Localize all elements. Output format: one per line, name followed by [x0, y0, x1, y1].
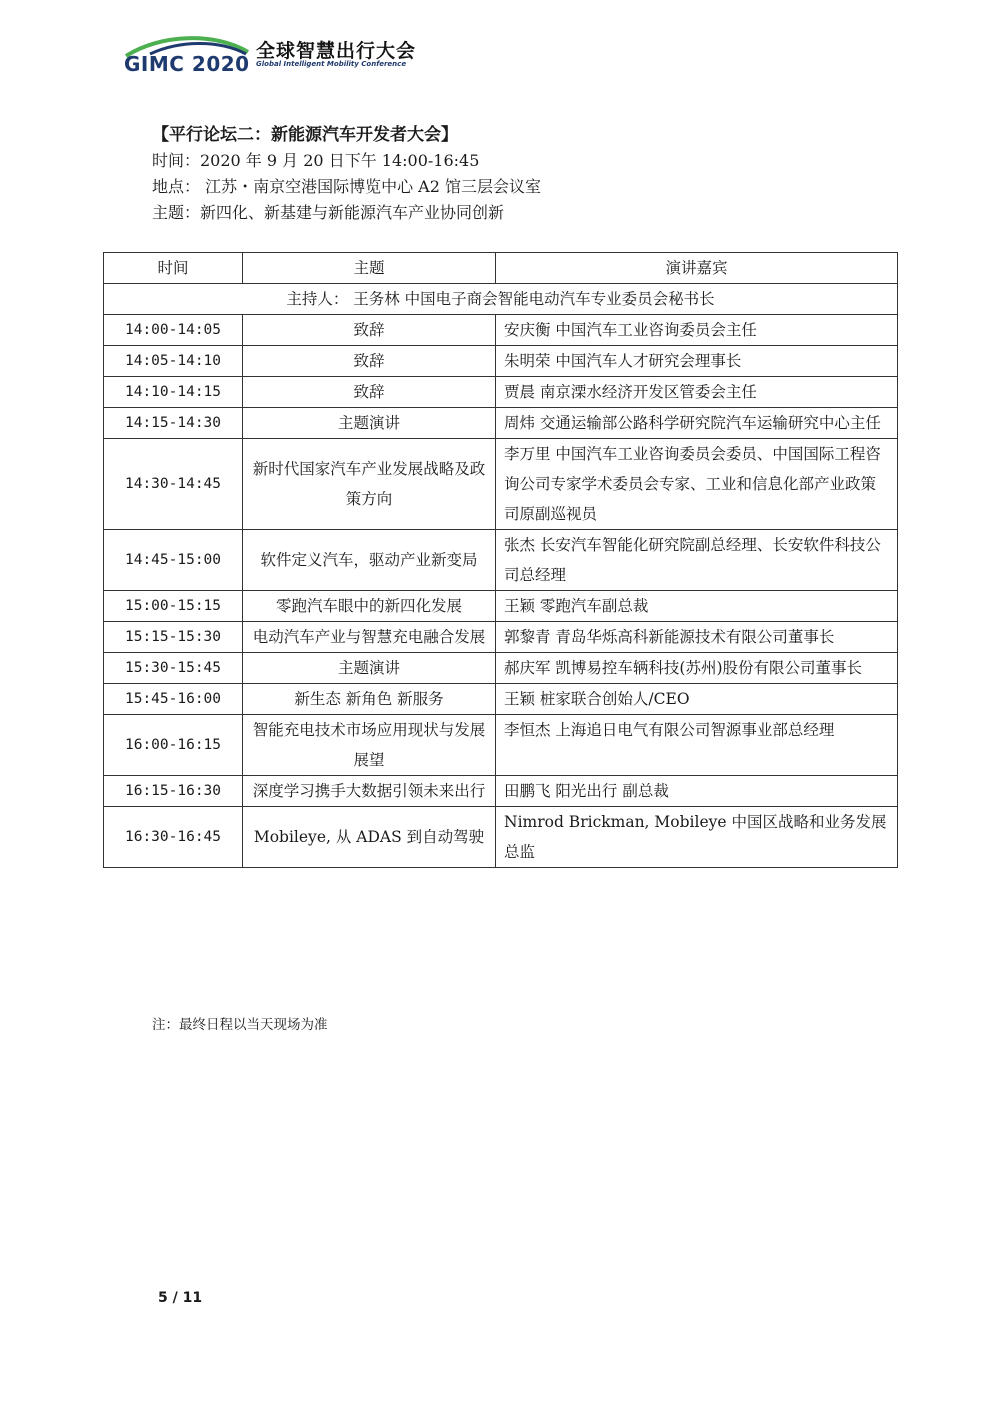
header-topic: 主题	[243, 253, 496, 284]
topic-cell: 主题演讲	[243, 408, 496, 439]
time-cell: 15:00-15:15	[104, 591, 243, 622]
table-header-row	[104, 253, 898, 284]
topic-cell: 电动汽车产业与智慧充电融合发展	[243, 622, 496, 653]
topic-cell: 深度学习携手大数据引领未来出行	[243, 776, 496, 807]
gimc-logo	[120, 30, 420, 76]
time-cell: 16:15-16:30	[104, 776, 243, 807]
topic-cell: 零跑汽车眼中的新四化发展	[243, 591, 496, 622]
table-row	[104, 439, 898, 530]
speaker-cell: 张杰 长安汽车智能化研究院副总经理、长安软件科技公司总经理	[496, 530, 898, 591]
time-cell: 14:00-14:05	[104, 315, 243, 346]
logo-cn-name: 全球智慧出行大会	[256, 40, 417, 62]
table-row	[104, 530, 898, 591]
header-speaker: 演讲嘉宾	[496, 253, 898, 284]
topic-cell: 致辞	[243, 377, 496, 408]
topic-cell: 新时代国家汽车产业发展战略及政策方向	[243, 439, 496, 530]
logo-en-name: Global Intelligent Mobility Conference	[256, 60, 407, 68]
speaker-cell: 王颖 零跑汽车副总裁	[496, 591, 898, 622]
time-cell: 14:30-14:45	[104, 439, 243, 530]
forum-time: 时间：2020 年 9 月 20 日下午 14:00-16:45	[152, 151, 480, 170]
table-row	[104, 377, 898, 408]
logo-brand-text: GIMC 2020	[124, 52, 250, 76]
speaker-cell: 田鹏飞 阳光出行 副总裁	[496, 776, 898, 807]
table-row	[104, 591, 898, 622]
table-row	[104, 715, 898, 776]
table-row	[104, 776, 898, 807]
topic-cell: 致辞	[243, 346, 496, 377]
speaker-cell: 李万里 中国汽车工业咨询委员会委员、中国国际工程咨询公司专家学术委员会专家、工业和信息化部产业政策司原副巡视员	[496, 439, 898, 530]
speaker-cell: 郝庆军 凯博易控车辆科技(苏州)股份有限公司董事长	[496, 653, 898, 684]
speaker-cell: 贾晨 南京溧水经济开发区管委会主任	[496, 377, 898, 408]
time-cell: 15:15-15:30	[104, 622, 243, 653]
topic-cell: Mobileye, 从 ADAS 到自动驾驶	[243, 807, 496, 868]
table-row	[104, 807, 898, 868]
page-number: 5 / 11	[158, 1290, 203, 1306]
speaker-cell: 安庆衡 中国汽车工业咨询委员会主任	[496, 315, 898, 346]
host-cell: 主持人： 王务林 中国电子商会智能电动汽车专业委员会秘书长	[104, 284, 898, 315]
table-row	[104, 315, 898, 346]
forum-title: 【平行论坛二：新能源汽车开发者大会】	[152, 125, 458, 145]
time-cell: 15:45-16:00	[104, 684, 243, 715]
table-row	[104, 684, 898, 715]
time-cell: 14:10-14:15	[104, 377, 243, 408]
topic-cell: 软件定义汽车，驱动产业新变局	[243, 530, 496, 591]
table-row	[104, 346, 898, 377]
speaker-cell: 李恒杰 上海追日电气有限公司智源事业部总经理	[496, 715, 898, 776]
speaker-cell: 朱明荣 中国汽车人才研究会理事长	[496, 346, 898, 377]
topic-cell: 智能充电技术市场应用现状与发展展望	[243, 715, 496, 776]
table-row	[104, 622, 898, 653]
speaker-cell: 王颖 桩家联合创始人/CEO	[496, 684, 898, 715]
forum-place: 地点： 江苏・南京空港国际博览中心 A2 馆三层会议室	[152, 177, 541, 196]
time-cell: 16:00-16:15	[104, 715, 243, 776]
time-cell: 16:30-16:45	[104, 807, 243, 868]
forum-header	[152, 122, 541, 226]
footnote: 注：最终日程以当天现场为准	[152, 1017, 328, 1033]
time-cell: 14:15-14:30	[104, 408, 243, 439]
header-time: 时间	[104, 253, 243, 284]
speaker-cell: 周炜 交通运输部公路科学研究院汽车运输研究中心主任	[496, 408, 898, 439]
time-cell: 15:30-15:45	[104, 653, 243, 684]
topic-cell: 致辞	[243, 315, 496, 346]
table-row	[104, 408, 898, 439]
speaker-cell: Nimrod Brickman, Mobileye 中国区战略和业务发展总监	[496, 807, 898, 868]
topic-cell: 新生态 新角色 新服务	[243, 684, 496, 715]
table-row	[104, 653, 898, 684]
schedule-table	[103, 252, 898, 868]
host-row	[104, 284, 898, 315]
time-cell: 14:45-15:00	[104, 530, 243, 591]
time-cell: 14:05-14:10	[104, 346, 243, 377]
forum-theme: 主题：新四化、新基建与新能源汽车产业协同创新	[152, 203, 505, 222]
topic-cell: 主题演讲	[243, 653, 496, 684]
speaker-cell: 郭黎青 青岛华烁高科新能源技术有限公司董事长	[496, 622, 898, 653]
